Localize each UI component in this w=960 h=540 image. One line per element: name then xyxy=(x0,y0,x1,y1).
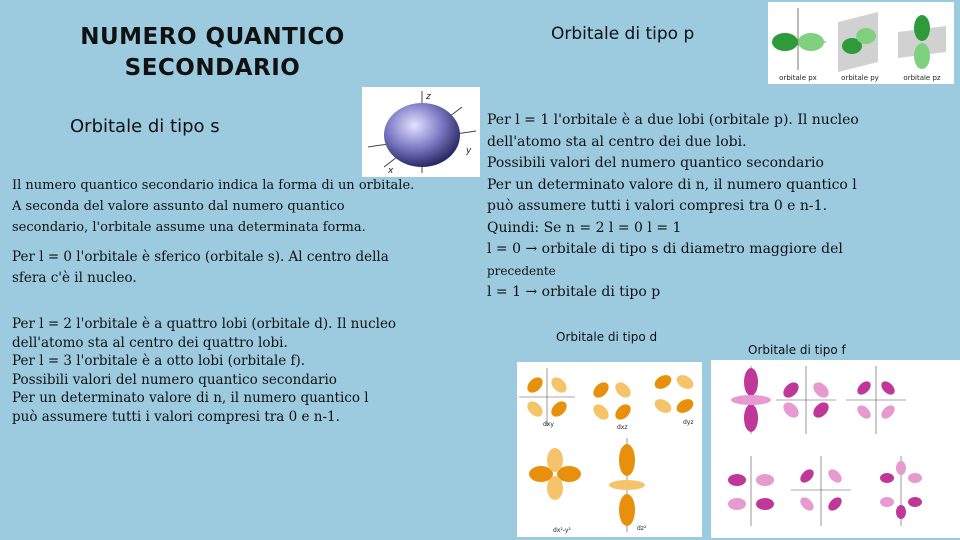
s-axis-z: z xyxy=(426,92,431,102)
l0-paragraph xyxy=(12,247,472,289)
p-line: può assumere tutti i valori compresi tra 0 e n-1. xyxy=(487,198,828,214)
d-orbital-heading: Orbitale di tipo d xyxy=(556,330,658,344)
intro-line: Il numero quantico secondario indica la forma di un orbitale. xyxy=(12,178,415,193)
p-line: l = 1 → orbitale di tipo p xyxy=(487,284,661,300)
dx2y2-orbital-figure xyxy=(529,448,581,534)
dz2-label: dz² xyxy=(637,525,647,532)
page-title-line-2: SECONDARIO xyxy=(124,55,301,81)
p-line: Possibili valori del numero quantico secondario xyxy=(487,155,824,171)
dxz-orbital-figure xyxy=(590,379,633,431)
page-title xyxy=(40,22,385,84)
px-orbital-figure xyxy=(772,8,826,82)
f-orbital-heading: Orbitale di tipo f xyxy=(748,343,846,357)
dyz-label: dyz xyxy=(683,419,694,426)
px-label: orbitale px xyxy=(779,74,817,82)
d-orbital-image xyxy=(517,362,702,537)
intro-paragraph xyxy=(12,175,472,238)
l2-line: Per un determinato valore di n, il numero quantico l xyxy=(12,390,369,406)
l2-line: Per l = 2 l'orbitale è a quattro lobi (orbitale d). Il nucleo xyxy=(12,316,397,332)
l0-line: sfera c'è il nucleo. xyxy=(12,270,137,286)
p-line: Per l = 1 l'orbitale è a due lobi (orbitale p). Il nucleo xyxy=(487,112,859,128)
dxy-label: dxy xyxy=(543,421,554,428)
l2-l3-paragraph xyxy=(12,315,482,426)
dyz-orbital-figure xyxy=(652,372,696,426)
l2-line: Per l = 3 l'orbitale è a otto lobi (orbitale f). xyxy=(12,353,306,369)
dxz-label: dxz xyxy=(617,424,628,431)
p-line: l = 0 → orbitale di tipo s di diametro maggiore del xyxy=(487,241,843,257)
dz2-orbital-figure xyxy=(609,438,647,532)
pz-label: orbitale pz xyxy=(903,74,941,82)
py-orbital-figure xyxy=(838,12,879,82)
f-orbital-figure-1 xyxy=(731,366,771,434)
p-line: dell'atomo sta al centro dei due lobi. xyxy=(487,133,747,150)
s-orbital-heading: Orbitale di tipo s xyxy=(70,116,220,137)
p-orbital-heading: Orbitale di tipo p xyxy=(551,24,695,44)
s-axis-y: y xyxy=(466,146,472,156)
p-line: Quindi: Se n = 2 l = 0 l = 1 xyxy=(487,219,682,236)
f-orbital-figure-2 xyxy=(776,366,836,434)
py-label: orbitale py xyxy=(841,74,879,82)
f-orbital-figure-6 xyxy=(880,456,922,526)
s-orbital-image xyxy=(362,87,480,177)
f-orbital-figure-3 xyxy=(846,366,906,434)
l0-line: Per l = 0 l'orbitale è sferico (orbitale s). Al centro della xyxy=(12,249,389,265)
p-line: Per un determinato valore di n, il numero quantico l xyxy=(487,176,857,193)
intro-line: A seconda del valore assunto dal numero quantico xyxy=(12,199,345,214)
f-orbital-image xyxy=(711,360,960,538)
f-orbital-figure-4 xyxy=(728,456,774,526)
l2-line: Possibili valori del numero quantico secondario xyxy=(12,371,337,388)
page-title-line-1: NUMERO QUANTICO xyxy=(80,24,345,50)
s-axis-x: x xyxy=(388,166,394,176)
pz-orbital-figure xyxy=(898,15,946,82)
l2-line: può assumere tutti i valori compresi tra 0 e n-1. xyxy=(12,408,340,425)
dx2y2-label: dx²-y² xyxy=(553,527,571,534)
l2-line: dell'atomo sta al centro dei quattro lobi. xyxy=(12,334,288,351)
f-orbital-figure-5 xyxy=(791,456,851,526)
dxy-orbital-figure xyxy=(519,368,575,428)
p-orbital-paragraph xyxy=(487,110,949,304)
intro-line: secondario, l'orbitale assume una determinata forma. xyxy=(12,220,366,235)
p-orbital-image xyxy=(768,2,954,84)
p-line: precedente xyxy=(487,263,556,278)
